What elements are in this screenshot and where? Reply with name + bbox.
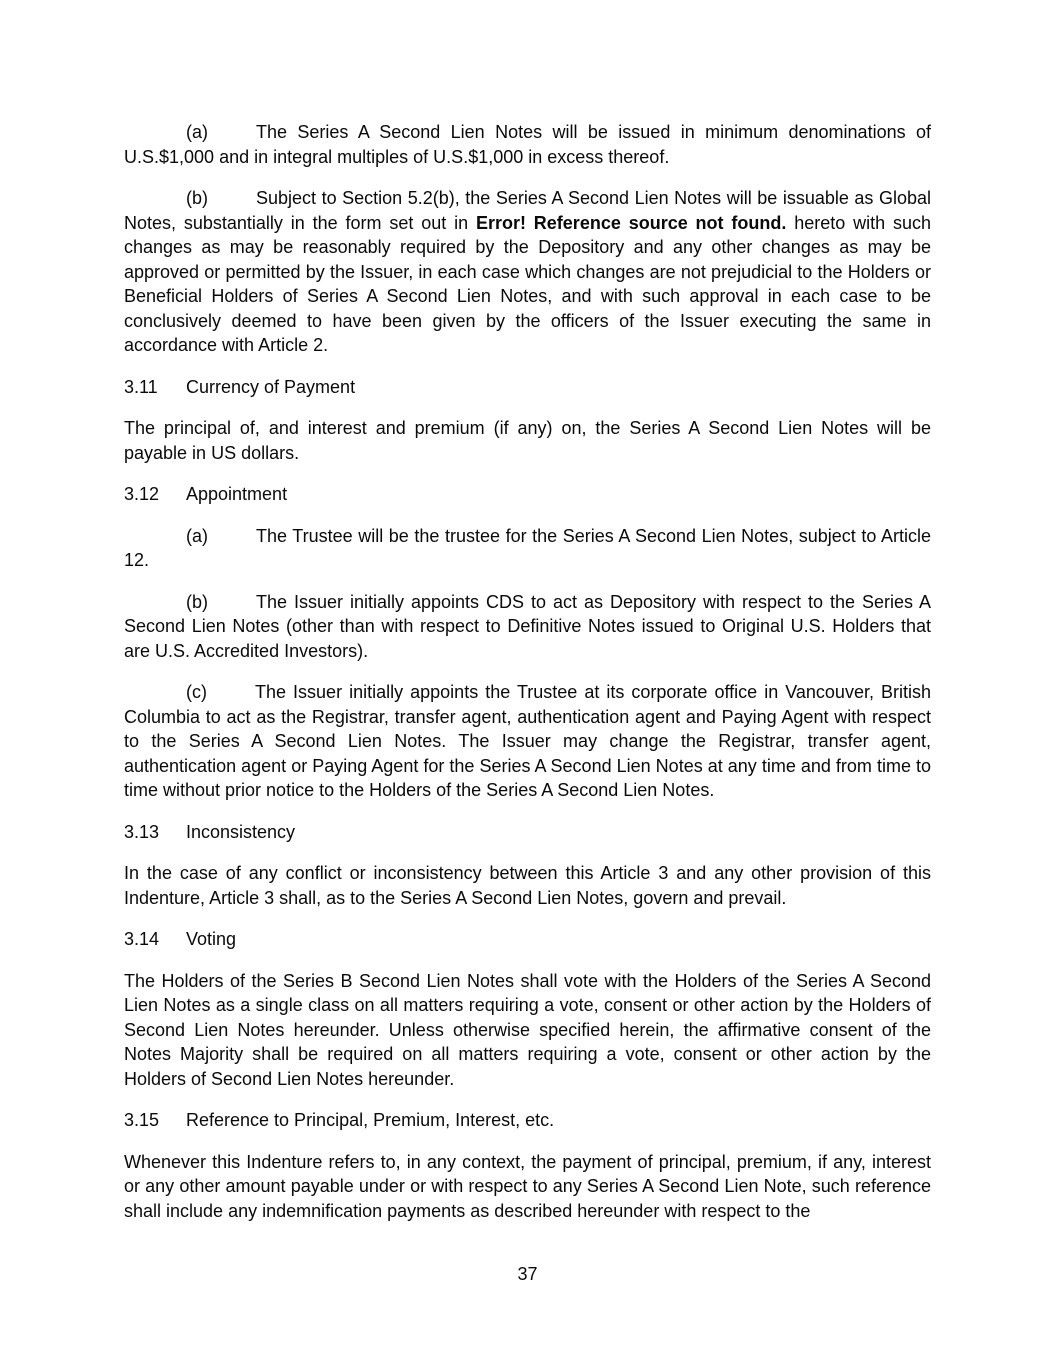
error-reference-text: Error! Reference source not found. <box>475 212 787 233</box>
section-title: Currency of Payment <box>186 376 356 397</box>
page-number: 37 <box>517 1264 538 1284</box>
para-currency-of-payment <box>124 416 931 465</box>
section-number: 3.13 <box>124 821 160 842</box>
para-reference-to-principal <box>124 1150 931 1224</box>
clause-a-denominations <box>124 120 931 169</box>
paragraph-text: Whenever this Indenture refers to, in any context, the payment of principal, premium, if any, interest or any other amount payable under or with respect to any Series A Second Lien Note, such reference shall include any indemnification payments as described hereunder with respect to the <box>124 1151 931 1221</box>
section-title: Inconsistency <box>186 821 296 842</box>
section-number: 3.12 <box>124 484 160 504</box>
section-title: Voting <box>186 929 237 949</box>
list-label: (b) <box>186 591 208 612</box>
clause-a-trustee <box>124 524 931 573</box>
page-footer <box>0 1262 1055 1287</box>
para-inconsistency <box>124 861 931 910</box>
section-heading-3-12 <box>124 482 931 507</box>
clause-c-registrar <box>124 680 931 803</box>
section-heading-3-15 <box>124 1108 931 1133</box>
section-title: Appointment <box>186 484 288 504</box>
section-number: 3.15 <box>124 1110 160 1130</box>
section-number: 3.14 <box>124 929 160 949</box>
section-heading-3-11 <box>124 375 931 400</box>
section-heading-3-13 <box>124 820 931 845</box>
clause-text-before: Subject to Section 5.2(b), the Series A Second Lien Notes will be issuable as Global Notes, substantially in the form set out in <box>124 188 931 233</box>
paragraph-text: The principal of, and interest and premium (if any) on, the Series A Second Lien Notes will be payable in US dollars. <box>124 418 931 463</box>
clause-b-cds-depository <box>124 590 931 664</box>
list-label: (a) <box>186 122 208 142</box>
paragraph-text: In the case of any conflict or inconsistency between this Article 3 and any other provision of this Indenture, Article 3 shall, as to the Series A Second Lien Notes, govern and prevail. <box>124 863 931 908</box>
list-label: (a) <box>186 525 208 546</box>
section-heading-3-14 <box>124 927 931 952</box>
clause-text: The Trustee will be the trustee for the Series A Second Lien Notes, subject to Article 12. <box>124 525 931 570</box>
list-label: (c) <box>186 682 207 702</box>
paragraph-text: The Holders of the Series B Second Lien Notes shall vote with the Holders of the Series A Second Lien Notes as a single class on all matters requiring a vote, consent or other action by the Holders of Second Lien Notes hereunder. Unless otherwise specified herein, the affirmative consent of the Notes Majority shall be required on all matters requiring a vote, consent or other action by the Holders of Second Lien Notes hereunder. <box>124 970 931 1089</box>
clause-text-after: hereto with such changes as may be reasonably required by the Depository and any other changes as may be approved or permitted by the Issuer, in each case which changes are not prejudicial to the Holders or Beneficial Holders of Series A Second Lien Notes, and with such approval in each case to be conclusively deemed to have been given by the officers of the Issuer executing the same in accordance with Article 2. <box>124 212 931 355</box>
clause-b-global-notes <box>124 186 931 358</box>
para-voting <box>124 969 931 1092</box>
clause-text: The Issuer initially appoints CDS to act as Depository with respect to the Series A Second Lien Notes (other than with respect to Definitive Notes issued to Original U.S. Holders that are U.S. Accredited Investors). <box>124 591 931 661</box>
document-content <box>124 120 931 1240</box>
section-number: 3.11 <box>124 376 158 397</box>
list-label: (b) <box>186 188 208 208</box>
clause-text: The Series A Second Lien Notes will be issued in minimum denominations of U.S.$1,000 and in integral multiples of U.S.$1,000 in excess thereof. <box>124 122 931 167</box>
clause-text: The Issuer initially appoints the Trustee at its corporate office in Vancouver, British Columbia to act as the Registrar, transfer agent, authentication agent and Paying Agent with respect to the Series A Second Lien Notes. The Issuer may change the Registrar, transfer agent, authentication agent or Paying Agent for the Series A Second Lien Notes at any time and from time to time without prior notice to the Holders of the Series A Second Lien Notes. <box>124 682 931 800</box>
section-title: Reference to Principal, Premium, Interest, etc. <box>186 1110 555 1130</box>
